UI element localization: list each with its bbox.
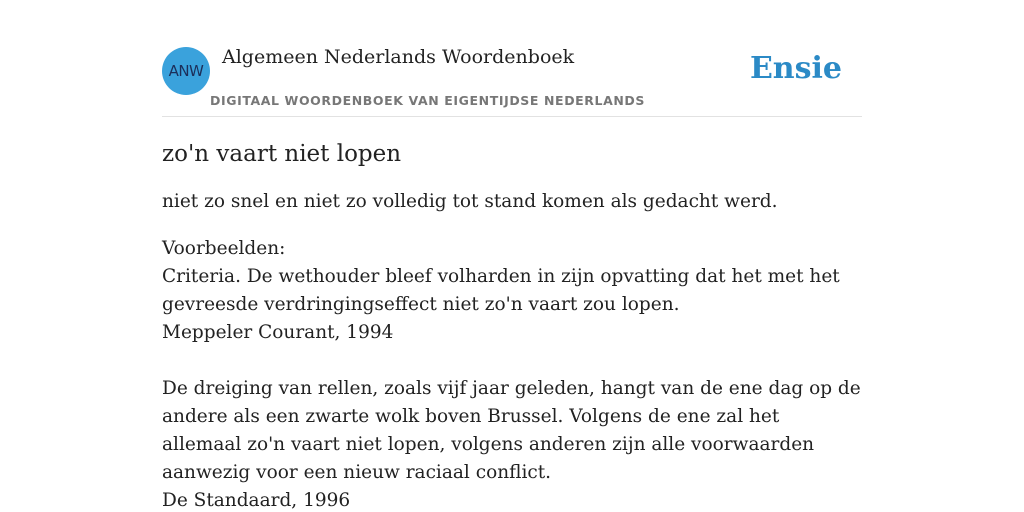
dictionary-entry bbox=[162, 138, 862, 512]
site-title[interactable]: Algemeen Nederlands Woordenboek bbox=[222, 46, 575, 68]
entry-headword: zo'n vaart niet lopen bbox=[162, 141, 402, 167]
example-item bbox=[162, 375, 862, 512]
site-header bbox=[162, 0, 862, 117]
examples-label: Voorbeelden: bbox=[162, 238, 286, 259]
example-source: Meppeler Courant, 1994 bbox=[162, 322, 394, 343]
example-text: Criteria. De wethouder bleef volharden in zijn opvatting dat het met het gevreesde verdringingseffect niet zo'n vaart zou lopen. bbox=[162, 266, 840, 315]
anw-logo[interactable] bbox=[162, 47, 210, 95]
ensie-logo[interactable]: Ensie bbox=[749, 51, 842, 86]
logo-text: ANW bbox=[168, 62, 204, 80]
example-item bbox=[162, 263, 862, 347]
site-subtitle: DIGITAAL WOORDENBOEK VAN EIGENTIJDSE NEDERLANDS bbox=[210, 93, 646, 108]
examples-section bbox=[162, 235, 862, 512]
example-source: De Standaard, 1996 bbox=[162, 490, 351, 511]
entry-definition: niet zo snel en niet zo volledig tot stand komen als gedacht werd. bbox=[162, 191, 778, 212]
example-text: De dreiging van rellen, zoals vijf jaar geleden, hangt van de ene dag op de andere als een zwarte wolk boven Brussel. Volgens de ene zal het allemaal zo'n vaart niet lopen, volgens anderen zijn alle voorwaarden aanwezig voor een nieuw raciaal conflict. bbox=[162, 378, 861, 483]
